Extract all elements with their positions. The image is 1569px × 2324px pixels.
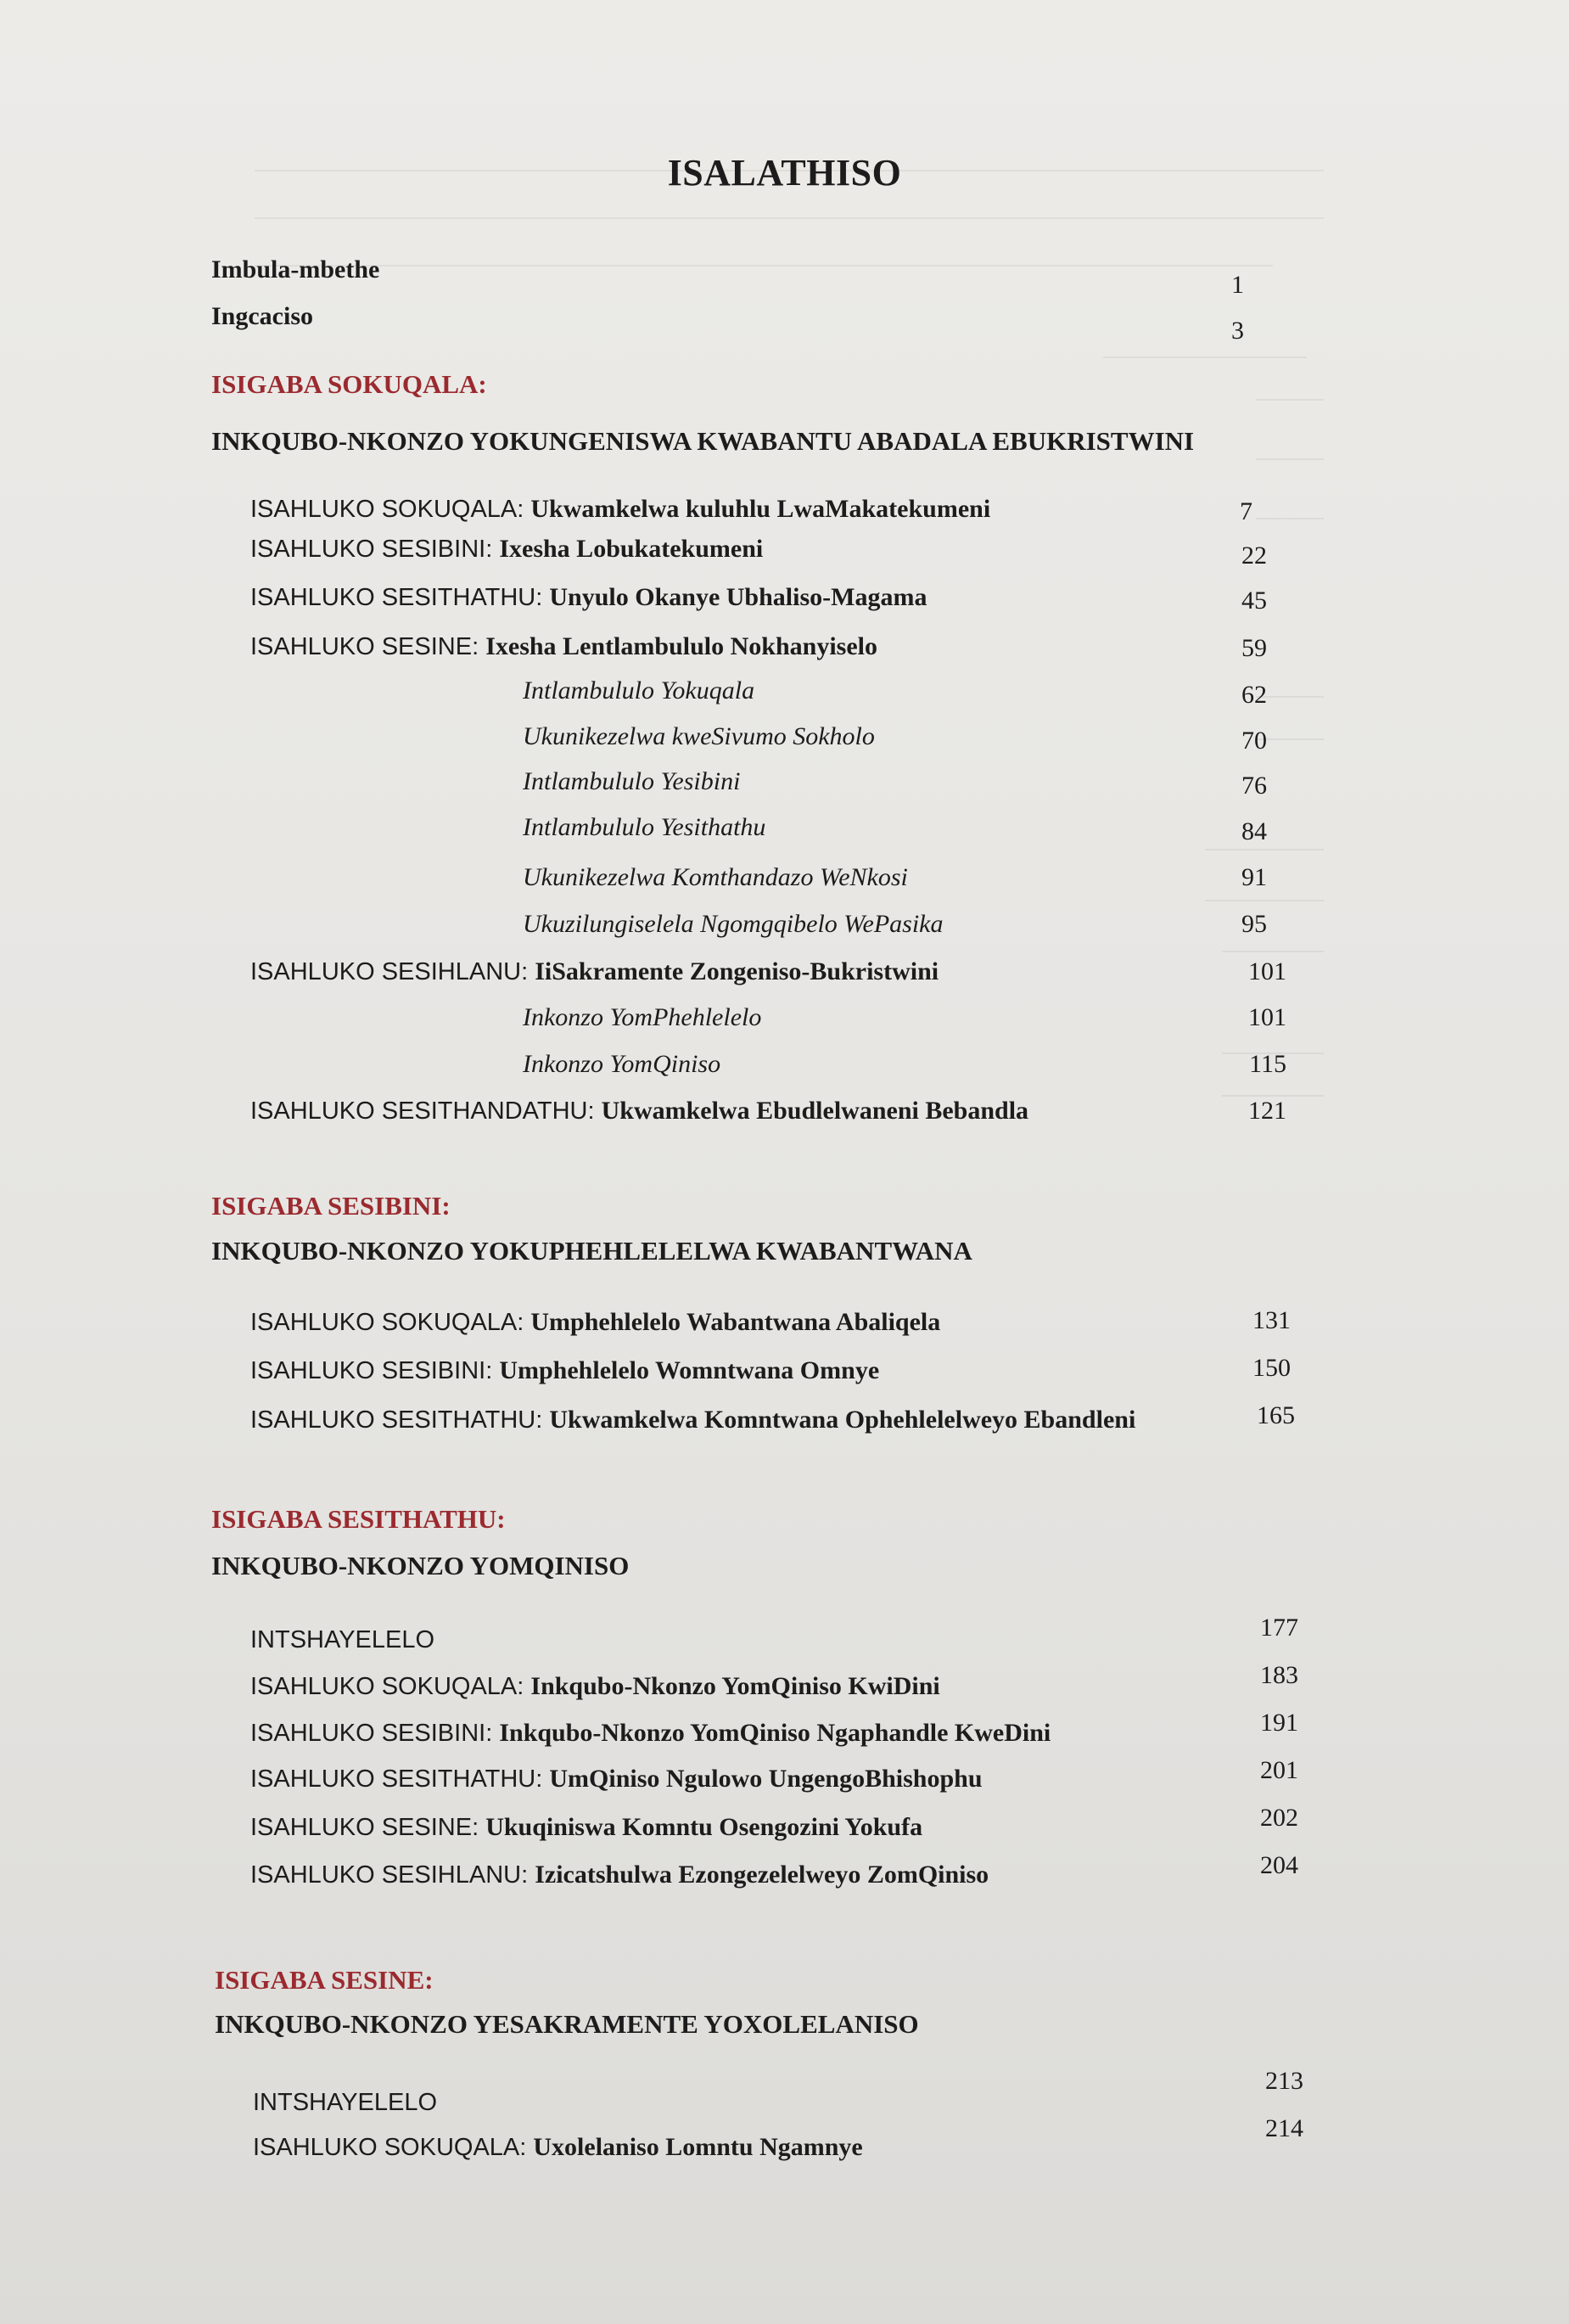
front-item-ingcaciso[interactable]: Ingcaciso xyxy=(211,302,313,330)
toc-entry[interactable] xyxy=(250,1356,879,1386)
chapter-title: Ukwamkelwa Komntwana Ophehlelelweyo Ebandleni xyxy=(549,1406,1136,1434)
section-heading: INKQUBO-NKONZO YESAKRAMENTE YOXOLELANISO xyxy=(215,2009,919,2039)
page-number: 202 xyxy=(1260,1804,1298,1832)
toc-entry[interactable] xyxy=(253,2132,863,2163)
chapter-prefix: ISAHLUKO SESITHATHU: xyxy=(250,1765,550,1793)
section-heading: INKQUBO-NKONZO YOMQINISO xyxy=(211,1551,630,1580)
subentry-title[interactable]: Inkonzo YomQiniso xyxy=(523,1050,721,1078)
page-number: 101 xyxy=(1248,957,1286,985)
subentry-title[interactable]: Inkonzo YomPhehlelelo xyxy=(523,1003,762,1031)
toc-title: ISALATHISO xyxy=(667,152,902,194)
chapter-title: Unyulo Okanye Ubhaliso-Magama xyxy=(549,583,927,611)
page-number: 101 xyxy=(1248,1003,1286,1031)
chapter-prefix: ISAHLUKO SOKUQALA: xyxy=(250,1673,531,1700)
subentry-title[interactable]: Intlambululo Yesithathu xyxy=(523,813,766,841)
page-number: 165 xyxy=(1257,1401,1295,1429)
chapter-prefix: ISAHLUKO SESIHLANU: xyxy=(250,958,535,985)
toc-entry[interactable] xyxy=(250,1671,940,1702)
chapter-title: Ukwamkelwa kuluhlu LwaMakatekumeni xyxy=(530,495,991,523)
page-number: 131 xyxy=(1252,1306,1291,1334)
chapter-prefix: ISAHLUKO SOKUQALA: xyxy=(250,1309,531,1336)
toc-entry[interactable] xyxy=(250,1096,1028,1126)
page-number: 91 xyxy=(1241,863,1267,891)
chapter-title: Ukuqiniswa Komntu Osengozini Yokufa xyxy=(485,1813,923,1841)
section-heading: INKQUBO-NKONZO YOKUPHEHLELELWA KWABANTWANA xyxy=(211,1236,972,1266)
page-number: 177 xyxy=(1260,1614,1298,1642)
chapter-prefix: ISAHLUKO SOKUQALA: xyxy=(250,496,531,523)
chapter-prefix: ISAHLUKO SESINE: xyxy=(250,1814,486,1841)
page-number: 59 xyxy=(1241,634,1267,662)
toc-entry[interactable] xyxy=(250,1764,983,1794)
toc-entry[interactable] xyxy=(253,2087,437,2118)
toc-entry[interactable] xyxy=(250,1718,1051,1749)
toc-entry[interactable] xyxy=(250,582,927,613)
page-number: 204 xyxy=(1260,1851,1298,1879)
chapter-prefix: ISAHLUKO SESINE: xyxy=(250,633,486,660)
page-number: 70 xyxy=(1241,727,1267,755)
page-number: 183 xyxy=(1260,1661,1298,1689)
toc-entry[interactable] xyxy=(250,494,990,525)
chapter-prefix: INTSHAYELELO xyxy=(253,2089,438,2116)
chapter-title: Umphehlelelo Womntwana Omnye xyxy=(499,1356,880,1384)
page-number: 115 xyxy=(1249,1050,1286,1078)
toc-entry[interactable] xyxy=(250,957,939,987)
subentry-title[interactable]: Ukuzilungiselela Ngomgqibelo WePasika xyxy=(523,910,944,938)
page-number: 84 xyxy=(1241,817,1267,845)
chapter-prefix: ISAHLUKO SOKUQALA: xyxy=(253,2134,534,2161)
section-label: ISIGABA SOKUQALA: xyxy=(211,369,487,399)
page-number: 213 xyxy=(1265,2067,1303,2095)
section-heading: INKQUBO-NKONZO YOKUNGENISWA KWABANTU ABADALA EBUKRISTWINI xyxy=(211,426,1195,456)
chapter-title: UmQiniso Ngulowo UngengoBhishophu xyxy=(549,1765,983,1793)
chapter-prefix: ISAHLUKO SESITHANDATHU: xyxy=(250,1097,602,1125)
chapter-title: Umphehlelelo Wabantwana Abaliqela xyxy=(530,1308,941,1336)
page-number: 121 xyxy=(1248,1097,1286,1125)
subentry-title[interactable]: Ukunikezelwa Komthandazo WeNkosi xyxy=(523,863,908,891)
chapter-prefix: ISAHLUKO SESIBINI: xyxy=(250,1357,500,1384)
toc-entry[interactable] xyxy=(250,1812,922,1843)
chapter-title: Uxolelaniso Lomntu Ngamnye xyxy=(533,2133,863,2161)
section-label: ISIGABA SESIBINI: xyxy=(211,1191,451,1221)
front-item-imbula-mbethe[interactable]: Imbula-mbethe xyxy=(211,255,380,283)
subentry-title[interactable]: Ukunikezelwa kweSivumo Sokholo xyxy=(523,722,875,750)
chapter-title: Ixesha Lentlambululo Nokhanyiselo xyxy=(485,632,877,660)
chapter-title: Inkqubo-Nkonzo YomQiniso KwiDini xyxy=(530,1672,940,1700)
page-number: 22 xyxy=(1241,542,1267,570)
chapter-prefix: ISAHLUKO SESIBINI: xyxy=(250,1720,500,1747)
chapter-title: Inkqubo-Nkonzo YomQiniso Ngaphandle KweDini xyxy=(499,1719,1051,1747)
page-number: 45 xyxy=(1241,587,1267,615)
toc-entry[interactable] xyxy=(250,1625,434,1655)
chapter-prefix: ISAHLUKO SESITHATHU: xyxy=(250,1406,550,1434)
chapter-title: IiSakramente Zongeniso-Bukristwini xyxy=(535,957,939,985)
front-page-number: 3 xyxy=(1231,317,1244,345)
page-number: 95 xyxy=(1241,910,1267,938)
toc-entry[interactable] xyxy=(250,1307,940,1338)
chapter-prefix: ISAHLUKO SESIBINI: xyxy=(250,536,500,563)
page-number: 150 xyxy=(1252,1354,1291,1382)
subentry-title[interactable]: Intlambululo Yesibini xyxy=(523,767,741,795)
page-number: 201 xyxy=(1260,1756,1298,1784)
toc-entry[interactable] xyxy=(250,1405,1135,1435)
page-number: 191 xyxy=(1260,1709,1298,1737)
section-label: ISIGABA SESITHATHU: xyxy=(211,1504,506,1534)
toc-entry[interactable] xyxy=(250,632,877,662)
page-number: 214 xyxy=(1265,2114,1303,2142)
toc-entry[interactable] xyxy=(250,1860,989,1890)
page-number: 7 xyxy=(1240,497,1252,525)
chapter-title: Ukwamkelwa Ebudlelwaneni Bebandla xyxy=(601,1097,1029,1125)
chapter-prefix: ISAHLUKO SESIHLANU: xyxy=(250,1861,535,1889)
chapter-prefix: INTSHAYELELO xyxy=(250,1626,435,1653)
front-page-number: 1 xyxy=(1231,271,1244,299)
chapter-title: Izicatshulwa Ezongezelelweyo ZomQiniso xyxy=(535,1861,989,1889)
toc-entry[interactable] xyxy=(250,534,763,564)
chapter-prefix: ISAHLUKO SESITHATHU: xyxy=(250,584,550,611)
chapter-title: Ixesha Lobukatekumeni xyxy=(499,535,764,563)
subentry-title[interactable]: Intlambululo Yokuqala xyxy=(523,676,755,704)
page-number: 62 xyxy=(1241,681,1267,709)
section-label: ISIGABA SESINE: xyxy=(215,1965,434,1995)
page-number: 76 xyxy=(1241,772,1267,800)
